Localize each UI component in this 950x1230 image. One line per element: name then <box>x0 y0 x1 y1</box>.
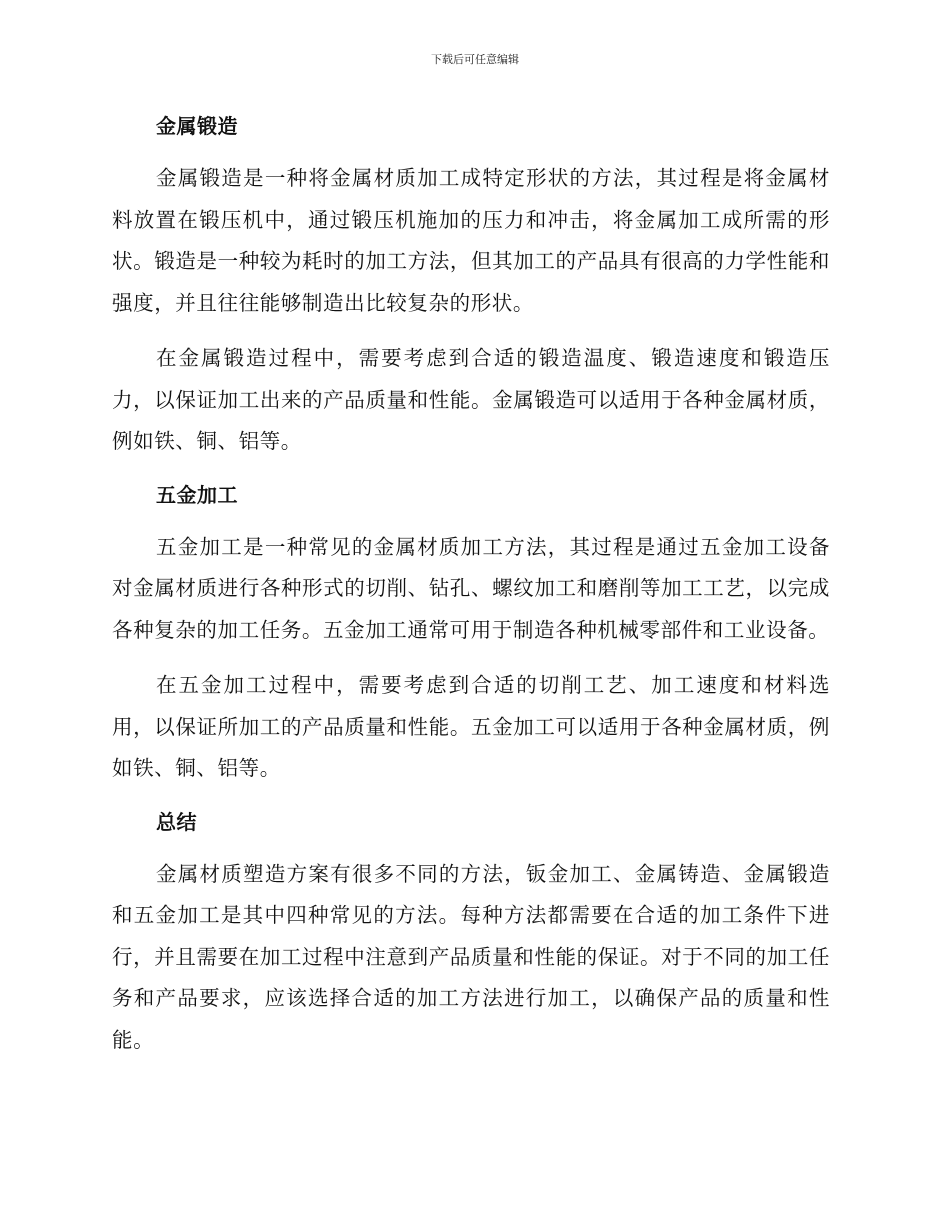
paragraph: 金属锻造是一种将金属材质加工成特定形状的方法，其过程是将金属材料放置在锻压机中，通过锻压机施加的压力和冲击，将金属加工成所需的形状。锻造是一种较为耗时的加工方法，但其加工的产品具有很高的力学性能和强度，并且往往能够制造出比较复杂的形状。 <box>112 166 830 315</box>
paragraph: 在金属锻造过程中，需要考虑到合适的锻造温度、锻造速度和锻造压力，以保证加工出来的产品质量和性能。金属锻造可以适用于各种金属材质，例如铁、铜、铝等。 <box>112 346 830 453</box>
paragraph: 五金加工是一种常见的金属材质加工方法，其过程是通过五金加工设备对金属材质进行各种形式的切削、钻孔、螺纹加工和磨削等加工工艺，以完成各种复杂的加工任务。五金加工通常可用于制造各种机械零部件和工业设备。 <box>112 534 830 642</box>
section-heading-forging: 金属锻造 <box>156 114 238 138</box>
paragraph: 金属材质塑造方案有很多不同的方法，钣金加工、金属铸造、金属锻造和五金加工是其中四种常见的方法。每种方法都需要在合适的加工条件下进行，并且需要在加工过程中注意到产品质量和性能的保证。对于不同的加工任务和产品要求，应该选择合适的加工方法进行加工，以确保产品的质量和性能。 <box>112 861 830 1052</box>
section-heading-hardware: 五金加工 <box>156 482 238 507</box>
section-heading-summary: 总结 <box>156 809 197 834</box>
document-body <box>112 108 830 1069</box>
paragraph: 在五金加工过程中，需要考虑到合适的切削工艺、加工速度和材料选用，以保证所加工的产品质量和性能。五金加工可以适用于各种金属材质，例如铁、铜、铝等。 <box>112 673 830 780</box>
page-header: 下载后可任意编辑 <box>431 53 519 66</box>
